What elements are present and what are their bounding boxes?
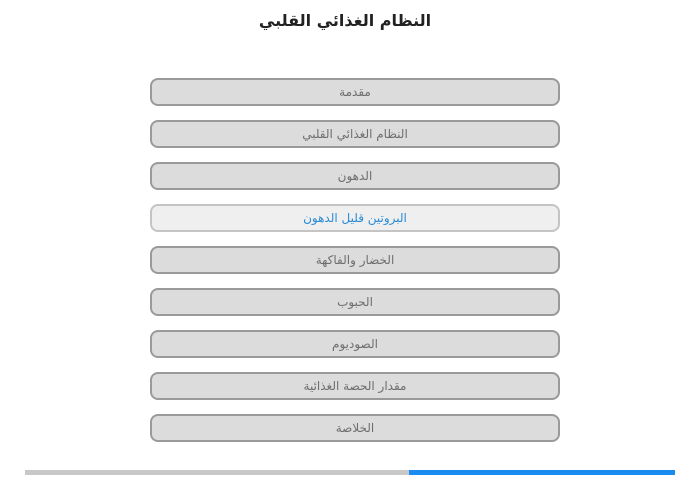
menu-item-intro[interactable]	[150, 78, 560, 106]
page-title: النظام الغذائي القلبي	[258, 11, 432, 30]
lesson-menu	[150, 78, 560, 456]
menu-item-grains[interactable]	[150, 288, 560, 316]
progress-bar	[25, 470, 675, 475]
menu-item-summary[interactable]	[150, 414, 560, 442]
menu-item-label: الخلاصة	[335, 421, 375, 435]
menu-item-label: الصوديوم	[332, 337, 378, 351]
menu-item-heart-diet[interactable]	[150, 120, 560, 148]
menu-item-label: النظام الغذائي القلبي	[302, 127, 408, 141]
menu-item-lean-protein[interactable]	[150, 204, 560, 232]
menu-item-label: البروتين قليل الدهون	[303, 211, 407, 225]
menu-item-label: مقدمة	[339, 85, 371, 99]
menu-item-label: الخضار والفاكهة	[315, 253, 395, 267]
menu-item-sodium[interactable]	[150, 330, 560, 358]
menu-item-vegetables-fruits[interactable]	[150, 246, 560, 274]
menu-item-label: مقدار الحصة الغذائية	[303, 379, 407, 393]
menu-item-fats[interactable]	[150, 162, 560, 190]
menu-item-portion-size[interactable]	[150, 372, 560, 400]
menu-item-label: الدهون	[337, 169, 373, 183]
progress-bar-fill	[409, 470, 676, 475]
menu-item-label: الحبوب	[337, 295, 373, 309]
